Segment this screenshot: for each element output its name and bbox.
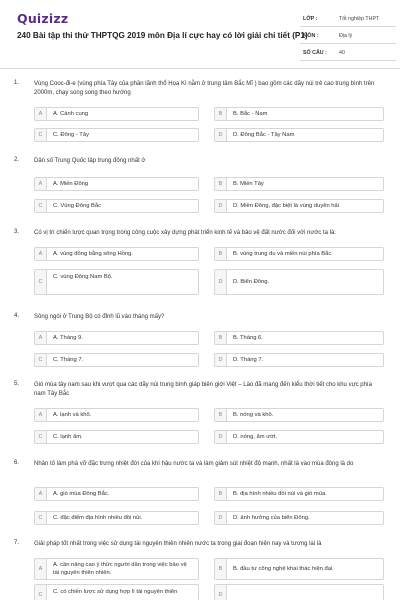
option-text: C. Vùng Đông Bắc	[53, 203, 102, 209]
option-c[interactable]	[34, 511, 199, 525]
option-letter: B	[215, 332, 227, 344]
option-letter: C	[35, 585, 47, 600]
option-a[interactable]	[34, 247, 199, 261]
option-text: A. Miền Đông	[53, 181, 89, 187]
option-text: B. nóng và khô.	[233, 412, 274, 418]
option-c[interactable]	[34, 584, 199, 600]
option-text: A. Cánh cung	[53, 111, 89, 117]
option-letter: D	[215, 200, 227, 212]
question-number: 6.	[14, 460, 20, 466]
question-text: Sông ngòi ở Trung Bộ có đỉnh lũ vào tháng mấy?	[34, 314, 165, 320]
meta-row-count	[300, 44, 396, 61]
option-b[interactable]	[214, 107, 384, 121]
option-b[interactable]	[214, 408, 384, 422]
option-d[interactable]	[214, 128, 384, 142]
option-b[interactable]	[214, 177, 384, 191]
meta-key: MÔN :	[303, 33, 319, 39]
meta-row-class	[300, 10, 396, 27]
option-text: C. vùng Đông Nam Bộ.	[53, 274, 113, 280]
option-d[interactable]	[214, 353, 384, 367]
option-b[interactable]	[214, 247, 384, 261]
option-a[interactable]	[34, 487, 199, 501]
option-a[interactable]	[34, 558, 199, 580]
meta-row-subject	[300, 27, 396, 44]
option-a[interactable]	[34, 177, 199, 191]
option-letter: A	[35, 248, 47, 260]
option-text: C. đặc điểm địa hình nhiều đồi núi.	[53, 515, 143, 521]
option-letter: A	[35, 178, 47, 190]
option-text: B. Tháng 6.	[233, 335, 263, 341]
option-text: B. Miền Tây	[233, 181, 264, 187]
option-d[interactable]	[214, 430, 384, 444]
option-text: D. Miền Đông, đặc biệt là vùng duyên hải	[233, 203, 340, 209]
option-c[interactable]	[34, 430, 199, 444]
option-letter: D	[215, 585, 227, 600]
meta-value: 40	[339, 50, 345, 56]
option-a[interactable]	[34, 331, 199, 345]
meta-table	[300, 10, 396, 61]
option-text: D. nóng, ẩm ướt.	[233, 434, 278, 440]
option-letter: A	[35, 559, 47, 579]
question-number: 7.	[14, 540, 20, 546]
question-text: Giải pháp tốt nhất trong việc sử dụng tài nguyên thiên nhiên nước ta trong giai đoạn hiện nay và tương lai là	[34, 541, 322, 547]
quizizz-logo: Quizizz	[17, 11, 69, 26]
question-number: 3.	[14, 229, 20, 235]
question-text: Vùng Cooc-đi-e (vùng phía Tây của phần lãnh thổ Hoa Kì nằm ở trung tâm Bắc Mĩ ) bao gồm các dãy núi trẻ cao trung bình trên 2000m, chạy song song theo hướng	[34, 81, 375, 96]
option-a[interactable]	[34, 107, 199, 121]
question-text: Gió mùa tây nam sau khi vượt qua các dãy núi trung bình giáp biên giới Việt – Lào đã mang đến kiểu thời tiết cho khu vực phía nam Tây Bắc	[34, 382, 372, 397]
option-letter: B	[215, 488, 227, 500]
option-letter: B	[215, 409, 227, 421]
meta-value: Địa lý	[339, 33, 353, 39]
option-text: D. Tháng 7.	[233, 357, 264, 363]
question-text: Nhân tố làm phá vỡ đặc trưng nhiệt đới của khí hậu nước ta và làm giảm sút nhiệt độ mạnh, nhất là vào mùa đông là do	[34, 461, 354, 467]
option-text: D. ảnh hưởng của biển Đông.	[233, 515, 310, 521]
option-c[interactable]	[34, 269, 199, 295]
option-letter: C	[35, 354, 47, 366]
option-text: B. địa hình nhiều đồi núi và gió mùa.	[233, 491, 327, 497]
question-number: 2.	[14, 157, 20, 163]
option-text: C. Tháng 7.	[53, 357, 84, 363]
option-letter: C	[35, 270, 47, 294]
option-letter: D	[215, 129, 227, 141]
question-number: 4.	[14, 313, 20, 319]
option-text: A. lạnh và khô.	[53, 412, 92, 418]
question-number: 5.	[14, 381, 20, 387]
option-letter: B	[215, 248, 227, 260]
option-letter: A	[35, 332, 47, 344]
question-text: Dân số Trung Quốc tập trung đông nhất ở	[34, 158, 146, 164]
option-letter: C	[35, 431, 47, 443]
option-text: B. Bắc - Nam	[233, 111, 268, 117]
option-letter: C	[35, 129, 47, 141]
option-d[interactable]	[214, 584, 384, 600]
option-b[interactable]	[214, 331, 384, 345]
option-text: A. Tháng 9.	[53, 335, 83, 341]
option-b[interactable]	[214, 558, 384, 580]
option-letter: B	[215, 559, 227, 579]
option-d[interactable]	[214, 269, 384, 295]
option-letter: B	[215, 108, 227, 120]
option-text: A. vùng đồng bằng sông Hồng.	[53, 251, 133, 257]
question-number: 1.	[14, 80, 20, 86]
document-title: 240 Bài tập thi thử THPTQG 2019 môn Địa lí cực hay có lời giải chi tiết (P1)	[17, 31, 308, 40]
meta-key: SỐ CÂU :	[303, 50, 327, 56]
meta-value: Tốt nghiệp THPT	[339, 16, 380, 22]
option-d[interactable]	[214, 199, 384, 213]
option-text: C. lạnh ẩm.	[53, 434, 83, 440]
option-letter: C	[35, 200, 47, 212]
option-text: D. Đông Bắc - Tây Nam	[233, 132, 295, 138]
option-c[interactable]	[34, 353, 199, 367]
option-text: C. Đông - Tây	[53, 132, 89, 138]
question-text: Có vị trí chiến lược quan trọng trong công cuộc xây dựng phát triển kinh tế và bảo vệ đất nước đối với nước ta là:	[34, 230, 336, 236]
option-letter: C	[35, 512, 47, 524]
option-text: C. có chiến lược sử dụng hợp lí tài nguyên thiên	[53, 589, 178, 595]
option-letter: D	[215, 354, 227, 366]
option-text: A. cần nâng cao ý thức người dân trong việc bảo vệ tài nguyên thiên nhiên.	[53, 562, 187, 576]
option-letter: A	[35, 488, 47, 500]
option-letter: D	[215, 431, 227, 443]
option-c[interactable]	[34, 199, 199, 213]
option-letter: A	[35, 409, 47, 421]
document-header	[0, 0, 400, 68]
meta-key: LỚP :	[303, 16, 318, 22]
option-letter: A	[35, 108, 47, 120]
option-letter: D	[215, 512, 227, 524]
option-text	[233, 585, 379, 600]
option-text: D. Biển Đông.	[233, 279, 270, 285]
option-a[interactable]	[34, 408, 199, 422]
header-divider	[0, 68, 400, 69]
option-c[interactable]	[34, 128, 199, 142]
option-letter: D	[215, 270, 227, 294]
option-text: A. gió mùa Đông Bắc.	[53, 491, 110, 497]
option-d[interactable]	[214, 511, 384, 525]
option-letter: B	[215, 178, 227, 190]
option-text: B. vùng trung du và miền núi phía Bắc.	[233, 251, 333, 257]
option-text: B. đầu tư công nghệ khai thác hiện đại.	[233, 566, 334, 572]
option-b[interactable]	[214, 487, 384, 501]
